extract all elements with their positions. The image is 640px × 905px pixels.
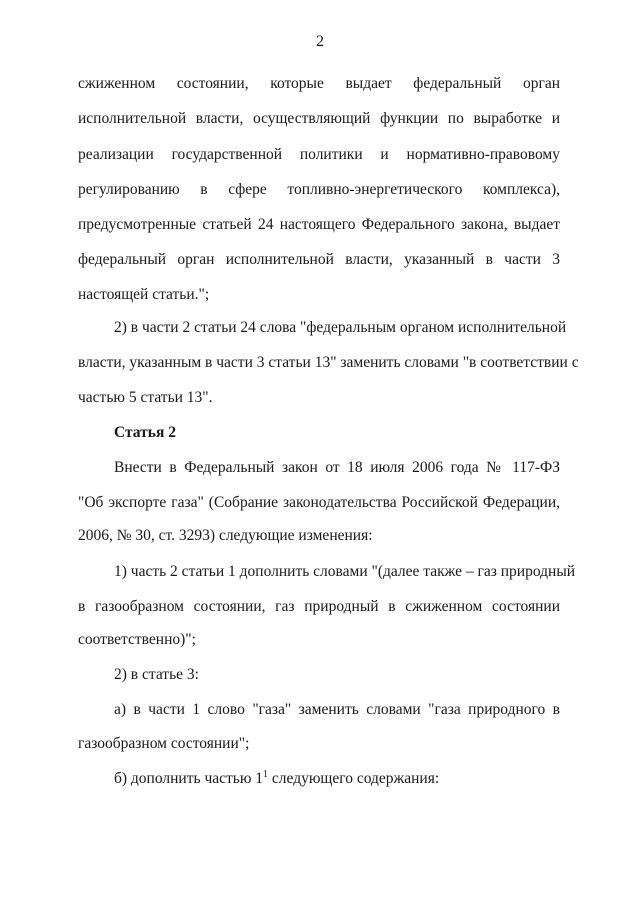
paragraph-line: газообразном состоянии"; [78,735,250,752]
paragraph-line: 2006, № 30, ст. 3293) следующие изменения: [78,527,373,544]
paragraph-line: реализации государственной политики и нормативно-правовому [78,146,560,163]
paragraph-line: а) в части 1 слово "газа" заменить словами "газа природного в [114,701,560,718]
article-heading: Статья 2 [114,424,176,441]
paragraph-line: сжиженном состоянии, которые выдает федеральный орган [78,75,560,92]
page-number: 2 [316,33,324,50]
superscript: 1 [263,769,269,780]
paragraph-line: в газообразном состоянии, газ природный в сжиженном состоянии [78,598,560,615]
paragraph-line: федеральный орган исполнительной власти, указанный в части 3 [78,251,560,268]
paragraph-line [114,769,560,789]
paragraph-line: 1) часть 2 статьи 1 дополнить словами "(далее также – газ природный [114,563,576,580]
paragraph-line: Внести в Федеральный закон от 18 июля 2006 года № 117-ФЗ [114,459,560,476]
paragraph-text: б) дополнить частью 1 [114,770,264,787]
paragraph-line: исполнительной власти, осуществляющий функции по выработке и [78,110,560,127]
paragraph-line: соответственно)"; [78,631,196,648]
paragraph-line: частью 5 статьи 13". [78,389,213,406]
paragraph-text: следующего содержания: [268,770,440,787]
paragraph-line: 2) в статье 3: [114,666,199,683]
paragraph-line: регулированию в сфере топливно-энергетического комплекса), [78,181,560,198]
paragraph-line: власти, указанным в части 3 статьи 13" заменить словами "в соответствии с [78,354,579,371]
paragraph-line: предусмотренные статьей 24 настоящего Федерального закона, выдает [78,216,560,233]
paragraph-line: 2) в части 2 статьи 24 слова "федеральным органом исполнительной [114,319,567,336]
paragraph-line: "Об экспорте газа" (Собрание законодательства Российской Федерации, [78,494,560,511]
paragraph-line: настоящей статьи."; [78,286,210,303]
